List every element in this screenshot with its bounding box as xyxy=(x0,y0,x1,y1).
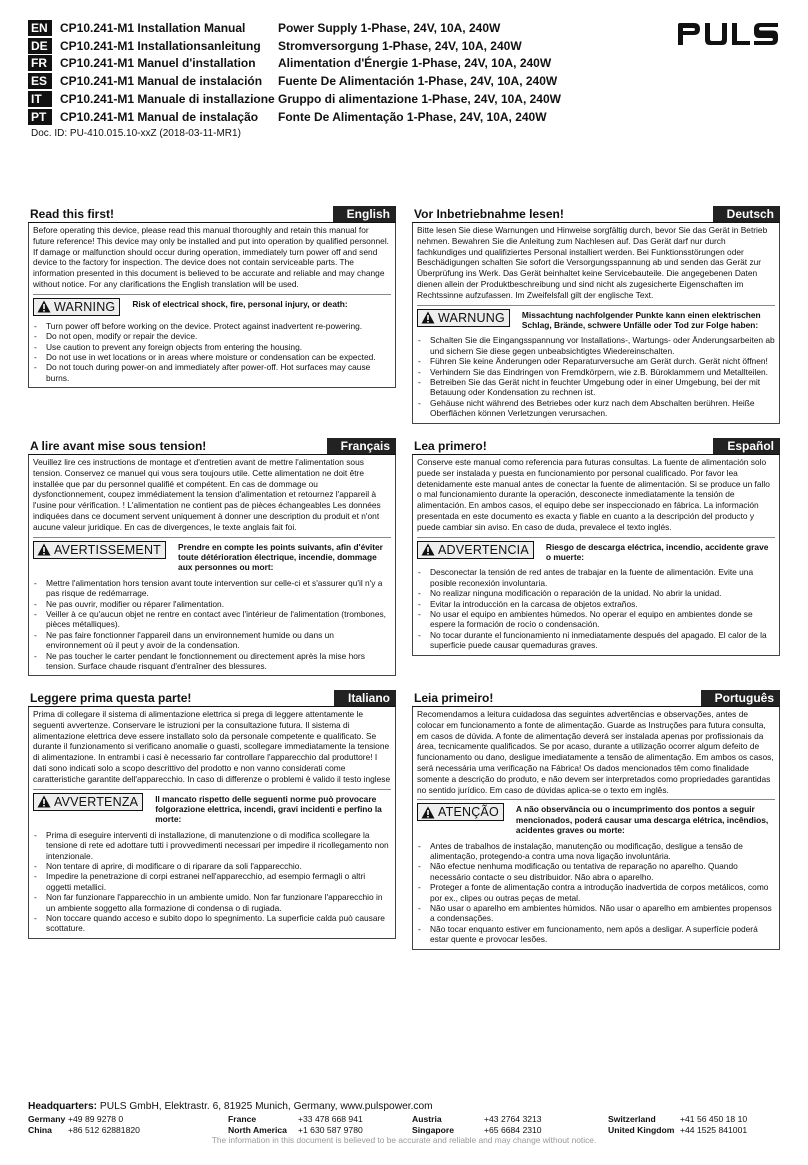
language-row xyxy=(28,19,628,37)
contact-phone: +1 630 587 9780 xyxy=(298,1124,363,1135)
list-item: - Não usar o aparelho em ambientes húmidos. Não usar o aparelho em ambientes propensos a condensações. xyxy=(417,903,775,924)
warning-label: WARNUNG xyxy=(438,310,505,325)
hq-label: Headquarters: xyxy=(28,1101,98,1112)
list-item: - Gehäuse nicht während des Betriebes oder kurz nach dem Abschalten berühren. Heiße Oberflächen können Verletzungen verursachen. xyxy=(417,398,775,419)
footer-headquarters xyxy=(28,1101,433,1112)
list-item: - No tocar durante el funcionamiento ni inmediatamente después del apagado. El calor de la superficie puede causar quemaduras graves. xyxy=(417,630,775,651)
list-item: - No realizar ninguna modificación o reparación de la unidad. No abrir la unidad. xyxy=(417,588,775,598)
warning-row xyxy=(417,799,775,835)
list-item: - Evitar la introducción en la carcasa de objetos extraños. xyxy=(417,599,775,609)
section-title: Leggere prima questa parte! xyxy=(30,691,192,705)
manual-title: CP10.241-M1 Manual de instalación xyxy=(60,74,263,89)
contact-entry xyxy=(28,1125,140,1136)
warning-badge xyxy=(417,309,510,327)
warning-description: A não observância ou o incumprimento dos pontos a seguir mencionados, poderá causar uma descarga elétrica, incêndios, acidentes graves ou morte: xyxy=(515,804,769,836)
warning-list xyxy=(33,321,391,383)
list-item: - Turn power off before working on the device. Protect against inadvertent re-powering. xyxy=(33,321,391,331)
section-header xyxy=(412,206,780,223)
contact-phone: +43 2764 3213 xyxy=(484,1114,542,1124)
language-row xyxy=(28,37,628,55)
list-item: - Desconectar la tensión de red antes de trabajar en la fuente de alimentación. Evite una posible reconexión involuntaria. xyxy=(417,567,775,588)
warning-badge xyxy=(33,298,120,316)
section-language-tag: Français xyxy=(327,438,396,454)
language-code: IT xyxy=(28,91,52,107)
section-deutsch xyxy=(412,206,780,424)
warning-row xyxy=(33,789,391,825)
section-language-tag: English xyxy=(333,206,396,222)
section-intro: Veuillez lire ces instructions de montage et d'entretien avant de mettre l'alimentation sous tension. Conservez ce manuel qui vous sera toujours utile. Cette alimentation ne doit être installée que par du personnel qualifié et compétent. En cas de dommage ou dysfonctionnement, coupez immédiatement la tension d'alimentation et retournez l'appareil à l'usine pour vérification. ! L'alimentation ne contient pas de pièces échangeables Les données indiquées dans ce document servent uniquement à donner une description du produit et n'ont aucune valeur juridique. En cas de divergences, le texte anglais fait foi. xyxy=(33,457,381,532)
contact-phone: +33 478 668 941 xyxy=(298,1114,363,1124)
list-item: - Non tentare di aprire, di modificare o di riparare da soli l'apparecchio. xyxy=(33,861,391,871)
contact-entry xyxy=(608,1125,747,1136)
list-item: - Use caution to prevent any foreign objects from entering the housing. xyxy=(33,342,391,352)
contact-phone: +86 512 62881820 xyxy=(68,1124,140,1135)
warning-triangle-icon xyxy=(421,806,435,819)
contact-country: Austria xyxy=(412,1114,442,1124)
list-item: - Antes de trabalhos de instalação, manutenção ou modificação, desligue a tensão de alimentação, protegendo-a contra uma nova ligação involuntária. xyxy=(417,841,775,862)
warning-badge xyxy=(33,541,166,559)
contact-phone: +49 89 9278 0 xyxy=(68,1114,124,1124)
puls-logo xyxy=(676,20,780,48)
list-item: - Do not use in wet locations or in areas where moisture or condensation can be expected. xyxy=(33,352,391,362)
section-language-tag: Español xyxy=(713,438,780,454)
contact-entry xyxy=(228,1125,363,1136)
contact-entry xyxy=(412,1114,542,1125)
warning-label: ADVERTENCIA xyxy=(438,542,529,557)
document-id: Doc. ID: PU-410.015.10-xxZ (2018-03-11-MR1) xyxy=(31,128,241,139)
product-title: Gruppo di alimentazione 1-Phase, 24V, 10A, 240W xyxy=(278,92,561,107)
contact-entry xyxy=(228,1114,363,1125)
section-title: Leia primeiro! xyxy=(414,691,494,705)
manual-title: CP10.241-M1 Installationsanleitung xyxy=(60,38,261,53)
section-header xyxy=(28,438,396,455)
list-item: - Verhindern Sie das Eindringen von Fremdkörpern, wie z.B. Büroklammern und Metallteilen. xyxy=(417,367,775,377)
section-body xyxy=(28,707,396,939)
language-code: PT xyxy=(28,109,52,125)
warning-triangle-icon xyxy=(37,300,51,313)
section-english xyxy=(28,206,396,388)
contact-country: Germany xyxy=(28,1114,66,1124)
warning-label: AVERTISSEMENT xyxy=(54,542,162,557)
warning-row xyxy=(417,305,775,331)
warning-triangle-icon xyxy=(421,543,435,556)
warning-list xyxy=(33,830,391,934)
section-intro: Conserve este manual como referencia para futuras consultas. La fuente de alimentación solo puede ser instalada y puesta en funcionamiento por personal cualificado. Por favor lea detenidamente este manual antes de conectar la fuente de alimentación. Si se produce un fallo o mal funcionamiento durante la operación, desconecte inmediatamente la tensión de alimentación. En ambos casos, el equipo debe ser inspeccionado en fábrica. La información presentada en este documento es exacta y fiable en cuanto a la descripción del producto y puede cambiar sin aviso. En caso de duda, prevalece el texto inglés. xyxy=(417,457,770,532)
section-intro: Bitte lesen Sie diese Warnungen und Hinweise sorgfältig durch, bevor Sie das Gerät in Betrieb nehmen. Bewahren Sie die Anleitung zum Nachlesen auf. Das Gerät darf nur durch fachkundiges und qualifiziertes Personal installiert werden. Bei Funktionsstörungen oder Beschädigungen schalten Sie sofort die Versorgungsspannung ab und senden das Gerät zur Überprüfung ins Werk. Das Gerät beinhaltet keine Servicebauteile. Die angegebenen Daten dienen allein der Produktbeschreibung und sind nicht als zugesicherte Eigenschaften im Rechtssinne aufzufassen. Im Zweifelsfall gilt der englische Text. xyxy=(417,225,768,300)
warning-badge xyxy=(417,541,534,559)
section-title: Vor Inbetriebnahme lesen! xyxy=(414,207,564,221)
warning-label: AVVERTENZA xyxy=(54,794,139,809)
section-body xyxy=(28,455,396,676)
section-title: Lea primero! xyxy=(414,439,487,453)
language-code: DE xyxy=(28,38,52,54)
warning-triangle-icon xyxy=(421,311,435,324)
language-header xyxy=(28,19,628,126)
warning-triangle-icon xyxy=(37,795,51,808)
contact-country: United Kingdom xyxy=(608,1124,675,1135)
warning-row xyxy=(33,294,391,316)
section-body xyxy=(412,455,780,656)
list-item: - No usar el equipo en ambientes húmedos. No operar el equipo en ambientes donde se espere la formación de rocío o condensación. xyxy=(417,609,775,630)
section-portugues xyxy=(412,690,780,950)
contact-phone: +41 56 450 18 10 xyxy=(680,1114,748,1124)
product-title: Stromversorgung 1-Phase, 24V, 10A, 240W xyxy=(278,38,522,53)
product-title: Alimentation d'Énergie 1-Phase, 24V, 10A, 240W xyxy=(278,56,552,71)
section-francais xyxy=(28,438,396,676)
list-item: - Não tocar enquanto estiver em funcionamento, nem após a desligar. A superfície poderá estar quente e provocar lesões. xyxy=(417,924,775,945)
list-item: - Proteger a fonte de alimentação contra a introdução inadvertida de corpos metálicos, como por ex., clipes ou outras peças de metal. xyxy=(417,882,775,903)
warning-description: Riesgo de descarga eléctrica, incendio, accidente grave o muerte: xyxy=(545,541,769,562)
language-row xyxy=(28,90,628,108)
list-item: - Do not open, modify or repair the device. xyxy=(33,331,391,341)
contact-country: France xyxy=(228,1114,257,1124)
warning-list xyxy=(417,335,775,418)
language-code: EN xyxy=(28,20,52,36)
contact-country: Singapore xyxy=(412,1124,455,1135)
warning-list xyxy=(417,567,775,650)
section-header xyxy=(412,438,780,455)
section-header xyxy=(28,690,396,707)
list-item: - Non toccare quando acceso e subito dopo lo spegnimento. La superficie calda può causare scottature. xyxy=(33,913,391,934)
list-item: - Ne pas ouvrir, modifier ou réparer l'alimentation. xyxy=(33,599,391,609)
product-title: Fonte De Alimentação 1-Phase, 24V, 10A, 240W xyxy=(278,109,547,124)
manual-title: CP10.241-M1 Manuel d'installation xyxy=(60,56,256,71)
section-title: A lire avant mise sous tension! xyxy=(30,439,207,453)
manual-title: CP10.241-M1 Manuale di installazione xyxy=(60,92,275,107)
section-intro: Recomendamos a leitura cuidadosa das seguintes advertências e observações, antes de colocar em funcionamento a fonte de alimentação. Guarde as Instruções para futura consulta, em casos de dúvida. A fonte de alimentação deverá ser instalada apenas por profissionais da área, tecnicamente qualificados. Se por acaso, durante a utilização ocorrer algum defeito de funcionamento ou dano, desligue imediatamente a tensão de alimentação. Em ambos os casos, será necessária uma verificação na Fábrica! Os dados mencionados têm como finalidade somente a descrição do produto, e não devem ser interpretados como propriedades garantidas no sentido jurídico. Em caso de dúvidas aplica-se o texto em inglês. xyxy=(417,709,774,795)
section-espanol xyxy=(412,438,780,656)
warning-label: WARNING xyxy=(54,299,116,314)
warning-description: Prendre en compte les points suivants, afin d'éviter toute détérioration électrique, incendie, dommage aux personnes ou mort: xyxy=(178,541,383,573)
section-title: Read this first! xyxy=(30,207,115,221)
product-title: Power Supply 1-Phase, 24V, 10A, 240W xyxy=(278,20,501,35)
language-code: ES xyxy=(28,73,52,89)
warning-list xyxy=(417,841,775,945)
warning-description: Il mancato rispetto delle seguenti norme può provocare folgorazione elettrica, incendi, gravi incidenti e perfino la morte: xyxy=(155,793,382,825)
product-title: Fuente De Alimentación 1-Phase, 24V, 10A, 240W xyxy=(278,74,558,89)
list-item: - Betreiben Sie das Gerät nicht in feuchter Umgebung oder in einer Umgebung, bei der mit Betauung oder Kondensation zu rechnen ist. xyxy=(417,377,775,398)
list-item: - Não efectue nenhuma modificação ou tentativa de reparação no aparelho. Quando necessário contacte o seu distribuidor. Não abra o aparelho. xyxy=(417,861,775,882)
section-intro: Before operating this device, please read this manual thoroughly and retain this manual for future reference! This device may only be installed and put into operation by qualified personnel. If damage or malfunction should occur during operation, immediately turn power off and send device to the factory for inspection. The device does not contain serviceable parts. The information presented in this document is believed to be accurate and reliable and may change without notice. For any clarifications the English translation will be used. xyxy=(33,225,390,289)
list-item: - Non far funzionare l'apparecchio in un ambiente umido. Non far funzionare l'apparecchio in un ambiente soggetto alla formazione di condensa o di rugiada. xyxy=(33,892,391,913)
contact-phone: +65 6684 2310 xyxy=(484,1124,542,1135)
section-header xyxy=(412,690,780,707)
contact-country: Switzerland xyxy=(608,1114,656,1124)
language-code: FR xyxy=(28,55,52,71)
footer-disclaimer: The information in this document is believed to be accurate and reliable and may change without notice. xyxy=(211,1135,597,1145)
warning-badge xyxy=(33,793,143,811)
list-item: - Do not touch during power-on and immediately after power-off. Hot surfaces may cause burns. xyxy=(33,362,391,383)
manual-title: CP10.241-M1 Installation Manual xyxy=(60,20,246,35)
list-item: - Ne pas toucher le carter pendant le fonctionnement ou directement après la mise hors tension. Surface chaude risquant d'entraîner des blessures. xyxy=(33,651,391,672)
section-intro: Prima di collegare il sistema di alimentazione elettrica si prega di leggere attentamente le seguenti avvertenze. Conservare le istruzioni per la consultazione futura. Il sistema di alimentazione elettrica deve essere installato solo da personale competente e qualificato. Se durante il funzionamento si verificano anomalie o guasti, scollegare immediatamente la tensione di alimentazione. In entrambi i casi è necessario far controllare l'apparecchio dal produttore! I dati sono indicati solo a scopo descrittivo del prodotto e non vanno considerati come caratteristiche garantite dell'apparecchio. In caso di differenze o problemi è valido il testo inglese xyxy=(33,709,391,784)
contact-country: China xyxy=(28,1124,52,1135)
section-language-tag: Deutsch xyxy=(713,206,780,222)
contact-country: North America xyxy=(228,1124,287,1135)
warning-triangle-icon xyxy=(37,543,51,556)
warning-row xyxy=(417,537,775,563)
contact-entry xyxy=(412,1125,542,1136)
section-language-tag: Italiano xyxy=(334,690,396,706)
contact-entry xyxy=(608,1114,747,1125)
list-item: - Prima di eseguire interventi di installazione, di manutenzione o di modifica scollegare la tensione di rete ed adottare tutti i provvedimenti necessari per impedire il ricollegamento non intenzionale. xyxy=(33,830,391,861)
list-item: - Führen Sie keine Änderungen oder Reparaturversuche am Gerät durch. Gerät nicht öffnen! xyxy=(417,356,775,366)
contact-entry xyxy=(28,1114,123,1125)
section-body xyxy=(412,707,780,950)
warning-description: Missachtung nachfolgender Punkte kann einen elektrischen Schlag, Brände, schwere Unfälle oder Tod zur Folge haben: xyxy=(521,309,761,330)
section-body xyxy=(412,223,780,424)
manual-title: CP10.241-M1 Manual de instalação xyxy=(60,109,259,124)
section-italiano xyxy=(28,690,396,939)
warning-description: Risk of electrical shock, fire, personal injury, or death: xyxy=(132,298,348,309)
list-item: - Schalten Sie die Eingangsspannung vor Installations-, Wartungs- oder Änderungsarbeiten ab und sichern Sie diese gegen unbeabsichtigtes Wiedereinschalten. xyxy=(417,335,775,356)
warning-label: ATENÇÃO xyxy=(438,805,499,820)
warning-list xyxy=(33,578,391,672)
section-body xyxy=(28,223,396,388)
section-header xyxy=(28,206,396,223)
language-row xyxy=(28,72,628,90)
hq-address: PULS GmbH, Elektrastr. 6, 81925 Munich, Germany, www.pulspower.com xyxy=(99,1101,433,1112)
language-row xyxy=(28,108,628,126)
list-item: - Veiller à ce qu'aucun objet ne rentre en contact avec l'intérieur de l'alimentation (trombones, pièces métalliques). xyxy=(33,609,391,630)
warning-row xyxy=(33,537,391,573)
section-language-tag: Português xyxy=(701,690,780,706)
warning-badge xyxy=(417,803,504,821)
contact-phone: +44 1525 841001 xyxy=(680,1124,748,1135)
list-item: - Mettre l'alimentation hors tension avant toute intervention sur celle-ci et s'assurer qu'il n'y a pas risque de redémarrage. xyxy=(33,578,391,599)
list-item: - Impedire la penetrazione di corpi estranei nell'apparecchio, ad esempio fermagli o altri oggetti metallici. xyxy=(33,871,391,892)
language-row xyxy=(28,55,628,73)
list-item: - Ne pas faire fonctionner l'appareil dans un environnement humide ou dans un environnement où il peut y avoir de la condensation. xyxy=(33,630,391,651)
